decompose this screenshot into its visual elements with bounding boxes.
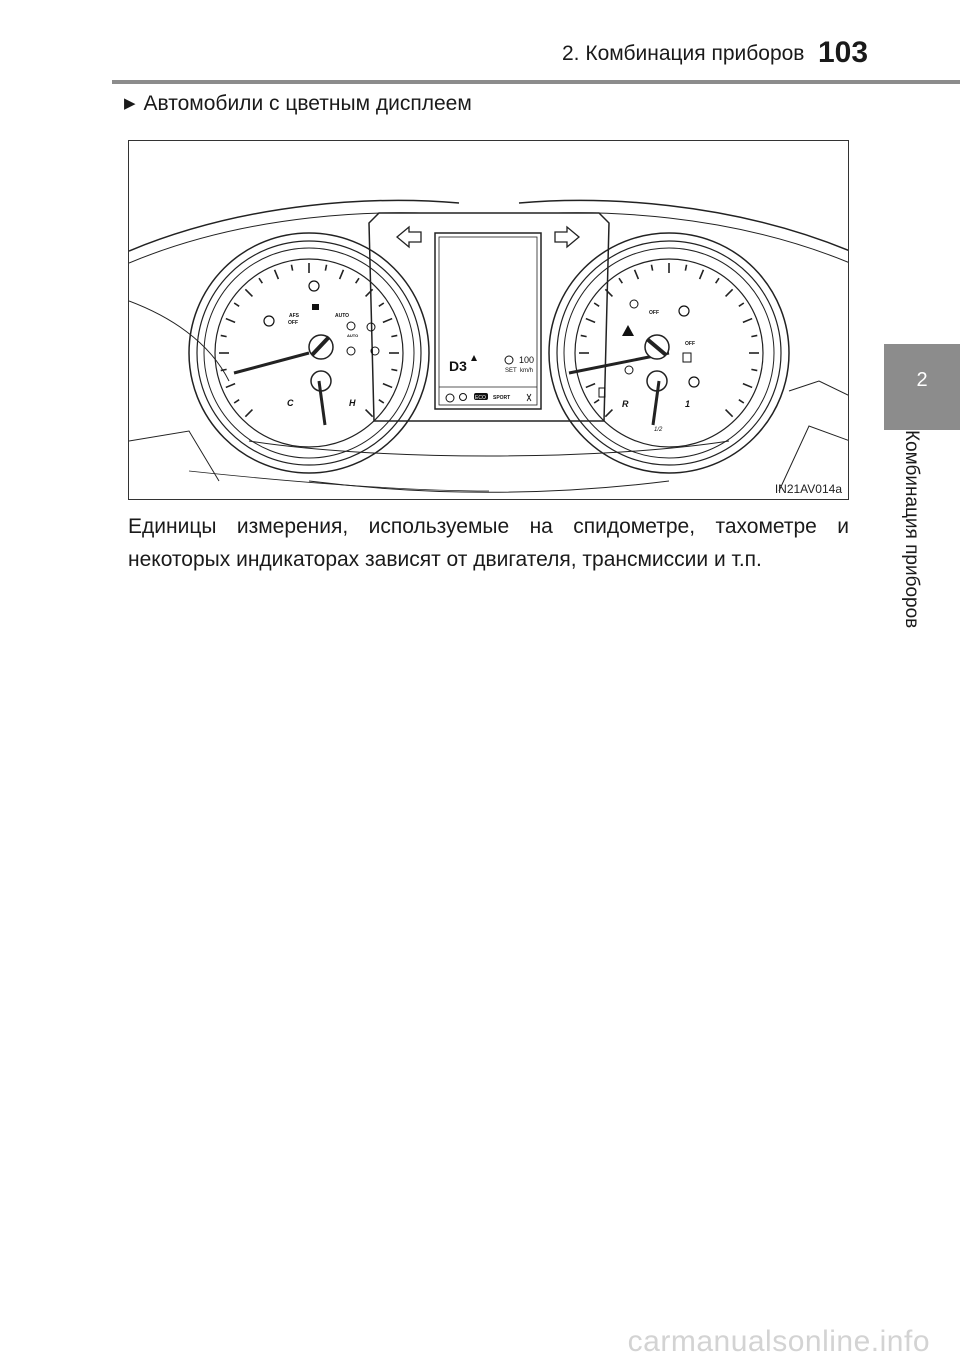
front-fog-icon: [347, 347, 355, 355]
bullet-heading-text: Автомобили с цветным дисплеем: [143, 92, 472, 115]
temp-hot-label: H: [349, 398, 356, 408]
auto-high-beam-label: AUTO: [347, 333, 359, 338]
gauge-tick: [221, 335, 227, 336]
auto-headlight-label: AUTO: [335, 313, 350, 319]
brake-hold-icon: [347, 322, 355, 330]
chapter-tab[interactable]: [884, 344, 960, 430]
triangle-bullet-icon: ▶: [124, 95, 136, 112]
brake-warning-icon: [264, 316, 274, 326]
gauge-tick: [726, 410, 733, 417]
sport-indicator: SPORT: [493, 395, 511, 401]
afs-off-label: OFF: [288, 320, 298, 326]
gauge-tick: [751, 369, 757, 370]
instrument-cluster-figure: [128, 140, 849, 500]
temp-cold-label: C: [287, 398, 294, 408]
gauge-tick: [234, 400, 239, 403]
speed-unit: km/h: [520, 368, 534, 374]
chapter-title-wrap: [884, 430, 960, 630]
page-number: 103: [818, 36, 869, 69]
fuel-half-label: 1/2: [654, 427, 663, 433]
parking-brake-icon: [309, 281, 319, 291]
gauge-tick: [221, 369, 227, 370]
master-warning-icon: [622, 325, 634, 336]
gauge-tick: [739, 400, 744, 403]
gauge-tick: [226, 319, 235, 323]
chapter-title: Комбинация приборов: [901, 430, 922, 629]
set-label: SET: [505, 368, 517, 374]
gear-indicator: D3: [449, 358, 467, 374]
gauge-tick: [605, 410, 612, 417]
gauge-tick: [743, 384, 752, 388]
gauge-tick: [651, 265, 652, 271]
gauge-tick: [700, 270, 704, 279]
gauge-tick: [635, 270, 639, 279]
footer-watermark[interactable]: carmanualsonline.info: [627, 1325, 930, 1358]
body-paragraph: Единицы измерения, используемые на спидометре, тахометре и некоторых индикаторах зависят от двигателя, трансмиссии и т.п.: [128, 515, 849, 571]
eco-indicator: ECO: [475, 395, 486, 401]
gauge-tick: [356, 278, 359, 283]
bullet-heading: [124, 92, 472, 116]
gauge-tick: [245, 289, 252, 296]
lane-departure-icon: [683, 353, 691, 362]
cluster-illustration: [129, 141, 849, 500]
section-title: 2. Комбинация приборов: [562, 42, 805, 65]
gauge-tick: [291, 265, 292, 271]
gauge-tick: [685, 265, 686, 271]
glow-plug-icon: [630, 300, 638, 308]
fuel-full-label: 1: [685, 399, 691, 409]
gauge-tick: [226, 384, 235, 388]
chapter-number: 2: [916, 369, 928, 391]
abs-icon: [679, 306, 689, 316]
gauge-tick: [245, 410, 252, 417]
gauge-tick: [726, 289, 733, 296]
set-speed: 100: [519, 355, 535, 365]
gauge-tick: [751, 335, 757, 336]
gauge-tick: [234, 303, 239, 306]
tire-pressure-icon: [689, 377, 699, 387]
gauge-tick: [325, 265, 326, 271]
afs-label: AFS: [289, 313, 299, 319]
gauge-tick: [619, 278, 622, 283]
brake-system-icon: [625, 366, 633, 374]
fuel-reverse-label: R: [622, 399, 629, 409]
pcs-off-label: OFF: [649, 310, 659, 316]
slip-off-label: OFF: [685, 341, 695, 347]
gauge-tick: [366, 410, 373, 417]
gauge-tick: [259, 278, 262, 283]
gauge-tick: [743, 319, 752, 323]
gauge-tick: [716, 278, 719, 283]
figure-code: IN21AV014a: [774, 482, 842, 496]
gauge-tick: [739, 303, 744, 306]
headlight-icon: [312, 304, 319, 310]
gauge-tick: [340, 270, 344, 279]
header-divider: [112, 80, 960, 84]
gauge-tick: [275, 270, 279, 279]
